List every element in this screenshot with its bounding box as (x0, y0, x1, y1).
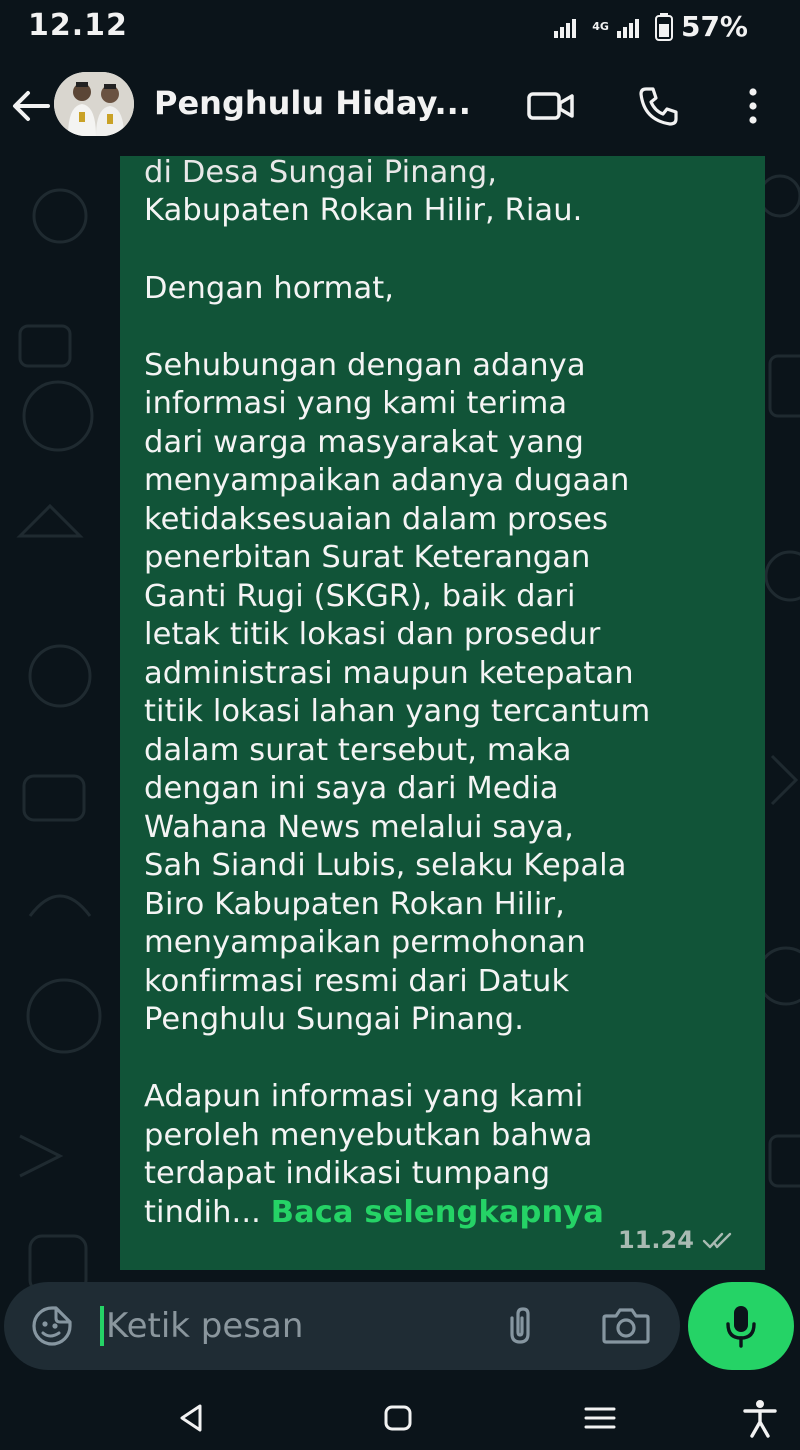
status-indicators (554, 10, 748, 43)
battery-percentage: 57% (680, 10, 748, 43)
voice-message-button[interactable] (688, 1282, 794, 1370)
message-line: Biro Kabupaten Rokan Hilir, (144, 887, 565, 922)
back-arrow-icon[interactable] (8, 84, 52, 128)
chat-messages[interactable] (0, 156, 800, 1270)
message-line: letak titik lokasi dan prosedur (144, 617, 601, 652)
message-line: menyampaikan permohonan (144, 925, 586, 960)
phone-call-icon[interactable] (636, 84, 680, 128)
message-line: menyampaikan adanya dugaan (144, 463, 630, 498)
avatar-image (54, 72, 134, 136)
message-line: Sehubungan dengan adanya (144, 348, 586, 383)
camera-icon[interactable] (600, 1304, 652, 1348)
message-line: dalam surat tersebut, maka (144, 733, 572, 768)
status-bar (0, 0, 800, 56)
message-line: Ganti Rugi (SKGR), baik dari (144, 579, 576, 614)
text-cursor (100, 1306, 104, 1346)
nav-home-icon[interactable] (378, 1398, 418, 1438)
battery-icon (655, 13, 673, 41)
accessibility-icon[interactable] (740, 1398, 780, 1438)
message-line: Kabupaten Rokan Hilir, Riau. (144, 193, 583, 228)
message-line: peroleh menyebutkan bahwa (144, 1118, 593, 1153)
microphone-icon (721, 1302, 761, 1350)
message-line-last (144, 1194, 604, 1232)
signal-icon (554, 16, 584, 38)
message-line: Sah Siandi Lubis, selaku Kepala (144, 848, 627, 883)
message-input[interactable] (106, 1300, 486, 1352)
double-check-icon (702, 1231, 736, 1249)
incoming-message-bubble[interactable] (120, 156, 765, 1270)
chat-header (0, 56, 800, 156)
message-line: Dengan hormat, (144, 271, 395, 306)
message-line: Adapun informasi yang kami (144, 1079, 584, 1114)
video-call-icon[interactable] (526, 86, 576, 126)
message-line: Penghulu Sungai Pinang. (144, 1002, 525, 1037)
nav-recents-icon[interactable] (580, 1398, 620, 1438)
read-more-link[interactable]: Baca selengkapnya (270, 1195, 604, 1230)
message-meta (618, 1226, 736, 1254)
more-options-icon[interactable] (738, 84, 768, 128)
message-input-container[interactable] (4, 1282, 680, 1370)
network-type-label: 4G (592, 20, 609, 33)
sticker-emoji-icon[interactable] (30, 1304, 74, 1348)
message-line: administrasi maupun ketepatan (144, 656, 634, 691)
message-line: penerbitan Surat Keterangan (144, 540, 591, 575)
message-truncated-text: tindih... (144, 1195, 261, 1230)
signal-icon (617, 16, 647, 38)
contact-name[interactable]: Penghulu Hiday... (154, 84, 471, 122)
message-line: ketidaksesuaian dalam proses (144, 502, 609, 537)
message-line: informasi yang kami terima (144, 386, 568, 421)
avatar[interactable] (54, 72, 134, 136)
message-line: terdapat indikasi tumpang (144, 1156, 551, 1191)
message-line: dari warga masyarakat yang (144, 425, 584, 460)
message-input-bar (0, 1270, 800, 1380)
message-line: konfirmasi resmi dari Datuk (144, 964, 570, 999)
message-line: titik lokasi lahan yang tercantum (144, 694, 651, 729)
system-navigation-bar (0, 1380, 800, 1450)
nav-back-icon[interactable] (172, 1398, 212, 1438)
attach-paperclip-icon[interactable] (498, 1304, 542, 1348)
message-time: 11.24 (618, 1226, 694, 1254)
message-line: di Desa Sungai Pinang, (144, 156, 498, 190)
status-time: 12.12 (28, 8, 128, 43)
message-line: dengan ini saya dari Media (144, 771, 559, 806)
message-line: Wahana News melalui saya, (144, 810, 574, 845)
